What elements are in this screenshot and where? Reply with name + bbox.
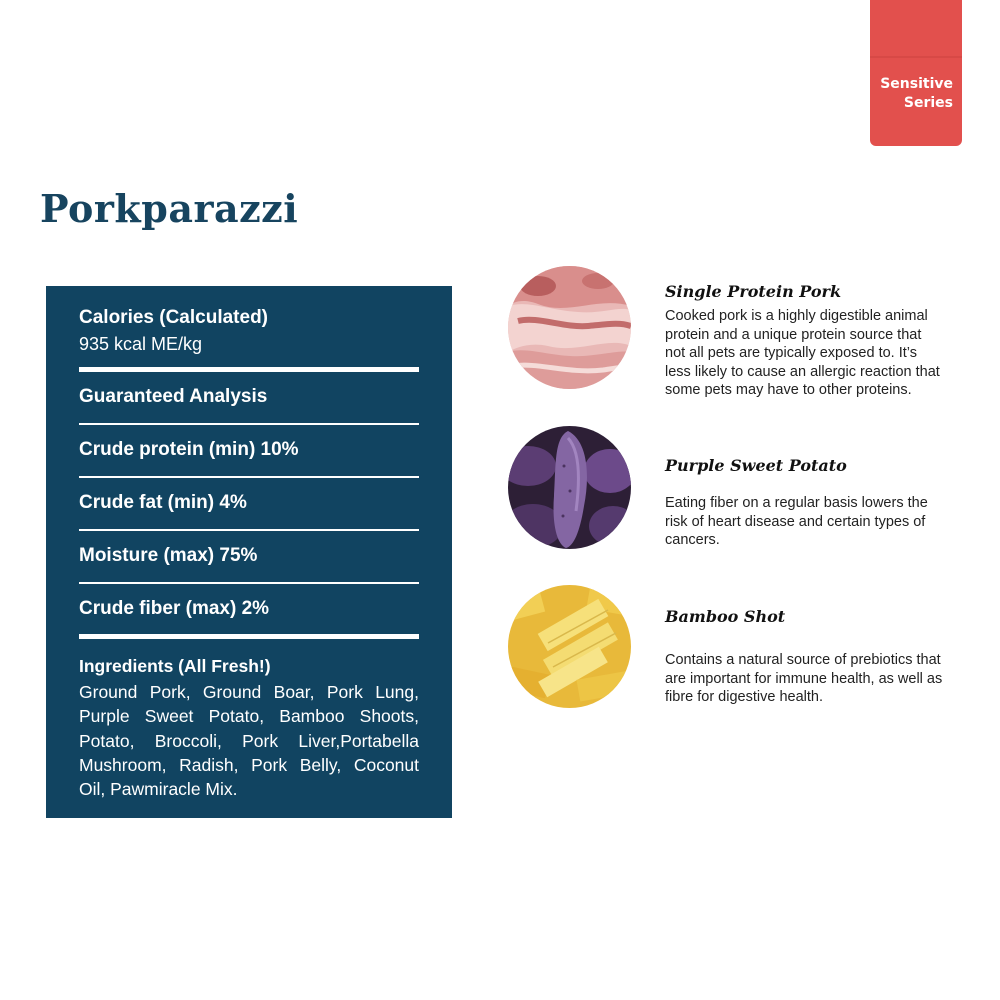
guaranteed-analysis-label: Guaranteed Analysis [79, 386, 268, 407]
protein-value: Crude protein (min) 10% [79, 439, 299, 460]
moisture-value: Moisture (max) 75% [79, 545, 258, 566]
fat-row [79, 491, 419, 515]
divider [79, 582, 419, 584]
pork-illustration [508, 266, 631, 389]
feature-title-sweet-potato: Purple Sweet Potato [665, 456, 847, 475]
feature-title-pork: Single Protein Pork [665, 282, 842, 301]
protein-row [79, 438, 419, 462]
bamboo-illustration [508, 585, 631, 708]
purple-sweet-potato-photo [508, 426, 631, 549]
fat-value: Crude fat (min) 4% [79, 492, 247, 513]
product-title: Porkparazzi [40, 186, 299, 231]
divider [79, 476, 419, 478]
badge-divider [870, 56, 962, 58]
sweet-potato-illustration [508, 426, 631, 549]
ingredients-label: Ingredients (All Fresh!) [79, 656, 271, 676]
guaranteed-analysis-row [79, 385, 419, 409]
calories-value: 935 kcal ME/kg [79, 334, 203, 354]
raw-pork-photo [508, 266, 631, 389]
divider-thick [79, 634, 419, 639]
sensitive-series-badge [870, 0, 962, 146]
fiber-value: Crude fiber (max) 2% [79, 598, 270, 619]
nutrition-panel [46, 286, 452, 818]
fiber-row [79, 597, 419, 621]
calories-section [79, 306, 419, 356]
ingredients-list: Ground Pork, Ground Boar, Pork Lung, Purple Sweet Potato, Bamboo Shoots, Potato, Broccoli, Pork Liver,Portabella Mushroom, Radish, Pork Belly, Coconut Oil, Pawmiracle Mix. [79, 682, 419, 800]
feature-desc-pork: Cooked pork is a highly digestible animal protein and a unique protein source that not all pets are typically exposed to. It’s less likely to cause an allergic reaction that some pets may have to other proteins. [665, 308, 940, 398]
divider [79, 423, 419, 425]
calories-label: Calories (Calculated) [79, 307, 268, 328]
badge-line-1: Sensitive [880, 76, 953, 92]
divider-thick [79, 367, 419, 372]
moisture-row [79, 544, 419, 568]
ingredients-section [79, 654, 419, 801]
bamboo-shoots-photo [508, 585, 631, 708]
feature-desc-bamboo: Contains a natural source of prebiotics that are important for immune health, as well as fibre for digestive health. [665, 652, 943, 705]
feature-desc-sweet-potato: Eating fiber on a regular basis lowers the risk of heart disease and certain types of cancers. [665, 495, 928, 548]
feature-title-bamboo: Bamboo Shot [665, 607, 786, 626]
badge-line-2: Series [903, 95, 953, 111]
badge-label [880, 75, 953, 113]
divider [79, 529, 419, 531]
